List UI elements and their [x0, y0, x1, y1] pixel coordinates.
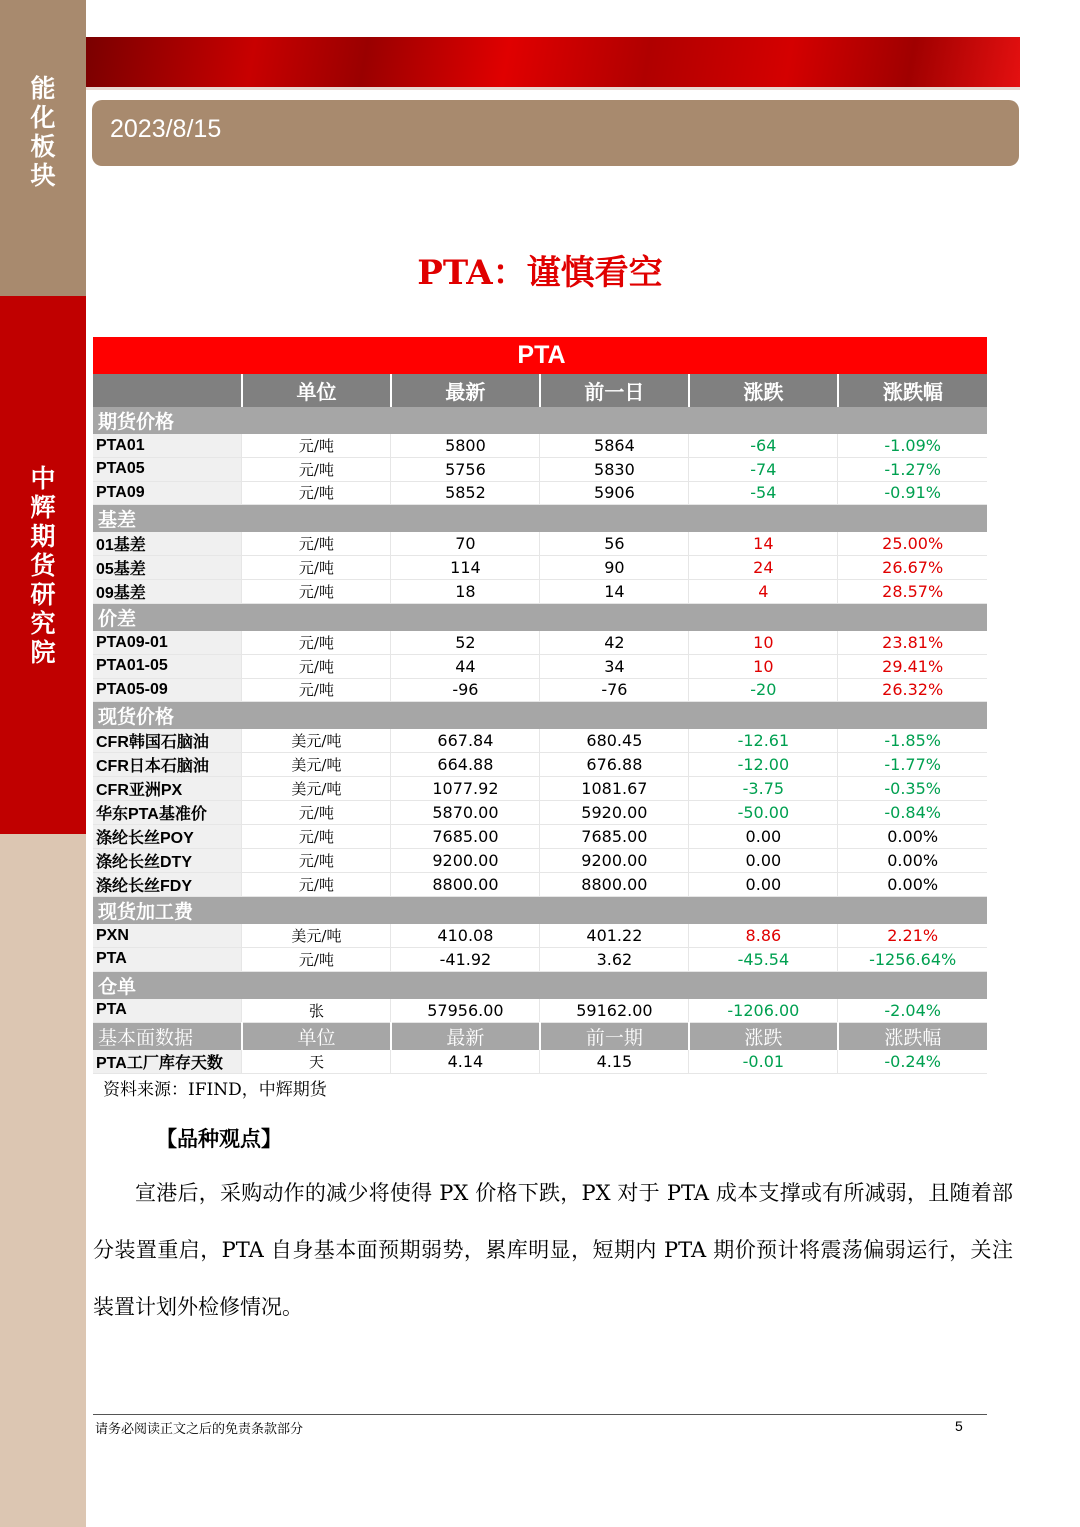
- table-cell: 10: [689, 655, 838, 679]
- pta-data-table: [93, 337, 987, 1074]
- fundamentals-header-row: [93, 1022, 987, 1050]
- table-cell: -1.27%: [838, 458, 987, 482]
- table-cell: 元/吨: [242, 580, 391, 604]
- table-row: [93, 873, 987, 897]
- sidebar-bottom-panel: [0, 834, 86, 1527]
- table-cell: 元/吨: [242, 556, 391, 580]
- table-cell: 涤纶长丝POY: [93, 825, 242, 849]
- column-header: 最新: [391, 374, 540, 407]
- column-header: 单位: [242, 1022, 391, 1050]
- table-cell: -20: [689, 678, 838, 702]
- table-cell: -64: [689, 434, 838, 458]
- table-cell: 5920.00: [540, 801, 689, 825]
- table-cell: 29.41%: [838, 655, 987, 679]
- table-cell: 0.00%: [838, 873, 987, 897]
- table-row: [93, 434, 987, 458]
- table-cell: 1077.92: [391, 777, 540, 801]
- table-cell: CFR韩国石脑油: [93, 729, 242, 753]
- table-cell: 天: [242, 1050, 391, 1074]
- table-cell: 24: [689, 556, 838, 580]
- table-cell: 14: [689, 532, 838, 556]
- table-cell: 667.84: [391, 729, 540, 753]
- table-cell: 90: [540, 556, 689, 580]
- table-cell: 美元/吨: [242, 924, 391, 948]
- table-row: [93, 825, 987, 849]
- table-row: [93, 458, 987, 482]
- section-label: 基差: [93, 505, 987, 533]
- table-cell: 元/吨: [242, 631, 391, 655]
- section-row: [93, 407, 987, 434]
- table-row: [93, 631, 987, 655]
- table-row: [93, 849, 987, 873]
- table-cell: 59162.00: [540, 999, 689, 1023]
- section-row: [93, 604, 987, 632]
- table-cell: PTA01-05: [93, 655, 242, 679]
- table-cell: -45.54: [689, 948, 838, 972]
- table-cell: 元/吨: [242, 801, 391, 825]
- table-cell: 3.62: [540, 948, 689, 972]
- table-cell: 8.86: [689, 924, 838, 948]
- table-cell: 5906: [540, 481, 689, 505]
- table-cell: 23.81%: [838, 631, 987, 655]
- source-note: 资料来源：IFIND，中辉期货: [103, 1080, 327, 1100]
- table-cell: CFR亚洲PX: [93, 777, 242, 801]
- table-cell: 元/吨: [242, 849, 391, 873]
- table-row: [93, 999, 987, 1023]
- table-cell: 10: [689, 631, 838, 655]
- table-cell: 元/吨: [242, 458, 391, 482]
- table-cell: 7685.00: [540, 825, 689, 849]
- view-paragraph: 宣港后，采购动作的减少将使得 PX 价格下跌，PX 对于 PTA 成本支撑或有所减弱，且随着部分装置重启，PTA 自身基本面预期弱势，累库明显，短期内 PTA 期价预计将震荡偏弱运行，关注装置计划外检修情况。: [93, 1181, 1013, 1319]
- table-cell: -1.85%: [838, 729, 987, 753]
- section-row: [93, 971, 987, 999]
- table-cell: PTA09-01: [93, 631, 242, 655]
- table-cell: 4.15: [540, 1050, 689, 1074]
- table-cell: 5864: [540, 434, 689, 458]
- table-cell: PTA05-09: [93, 678, 242, 702]
- table-cell: -12.00: [689, 753, 838, 777]
- table-cell: -0.24%: [838, 1050, 987, 1074]
- table-cell: 680.45: [540, 729, 689, 753]
- column-header: 涨跌: [689, 374, 838, 407]
- page-number: 5: [955, 1418, 963, 1434]
- page-title: PTA：谨慎看空: [417, 253, 663, 293]
- table-cell: -1206.00: [689, 999, 838, 1023]
- column-header: 涨跌: [689, 1022, 838, 1050]
- table-row: [93, 948, 987, 972]
- section-label: 价差: [93, 604, 987, 632]
- table-cell: 4: [689, 580, 838, 604]
- table-row: [93, 481, 987, 505]
- table-cell: -0.01: [689, 1050, 838, 1074]
- date-bar: [92, 100, 1019, 166]
- table-cell: -0.35%: [838, 777, 987, 801]
- table-body: [93, 337, 987, 1073]
- table-cell: PTA: [93, 948, 242, 972]
- table-cell: 华东PTA基准价: [93, 801, 242, 825]
- column-header: 涨跌幅: [838, 374, 987, 407]
- table-caption: PTA: [93, 337, 987, 374]
- footer-divider: [93, 1414, 987, 1415]
- table-row: [93, 678, 987, 702]
- table-cell: -1.77%: [838, 753, 987, 777]
- column-header: 涨跌幅: [838, 1022, 987, 1050]
- table-cell: 张: [242, 999, 391, 1023]
- table-cell: 美元/吨: [242, 777, 391, 801]
- table-cell: 401.22: [540, 924, 689, 948]
- table-cell: 2.21%: [838, 924, 987, 948]
- report-date: 2023/8/15: [110, 115, 222, 143]
- table-cell: 52: [391, 631, 540, 655]
- table-cell: 56: [540, 532, 689, 556]
- table-cell: 1081.67: [540, 777, 689, 801]
- table-cell: PTA05: [93, 458, 242, 482]
- table-cell: -12.61: [689, 729, 838, 753]
- table-cell: 676.88: [540, 753, 689, 777]
- table-cell: 美元/吨: [242, 729, 391, 753]
- table-cell: 4.14: [391, 1050, 540, 1074]
- table-cell: 涤纶长丝FDY: [93, 873, 242, 897]
- table-cell: 9200.00: [540, 849, 689, 873]
- header-banner: [86, 37, 1020, 87]
- table-cell: 5756: [391, 458, 540, 482]
- table-row: [93, 801, 987, 825]
- table-row: [93, 1050, 987, 1074]
- table-cell: 0.00: [689, 873, 838, 897]
- table-cell: 元/吨: [242, 873, 391, 897]
- table-header-row: [93, 374, 987, 407]
- table-cell: 26.67%: [838, 556, 987, 580]
- table-cell: 8800.00: [391, 873, 540, 897]
- table-cell: 5830: [540, 458, 689, 482]
- table-row: [93, 580, 987, 604]
- section-label: 期货价格: [93, 407, 987, 434]
- section-row: [93, 702, 987, 730]
- table-cell: 7685.00: [391, 825, 540, 849]
- table-cell: 09基差: [93, 580, 242, 604]
- table-cell: -76: [540, 678, 689, 702]
- table-caption-row: [93, 337, 987, 374]
- table-cell: -2.04%: [838, 999, 987, 1023]
- table-cell: 5800: [391, 434, 540, 458]
- column-header: 基本面数据: [93, 1022, 242, 1050]
- column-header: [93, 374, 242, 407]
- table-cell: 42: [540, 631, 689, 655]
- table-cell: 元/吨: [242, 481, 391, 505]
- table-cell: 0.00%: [838, 825, 987, 849]
- table-row: [93, 777, 987, 801]
- table-cell: 0.00: [689, 825, 838, 849]
- table-cell: 元/吨: [242, 948, 391, 972]
- table-cell: PXN: [93, 924, 242, 948]
- column-header: 前一日: [540, 374, 689, 407]
- column-header: 单位: [242, 374, 391, 407]
- table-cell: 664.88: [391, 753, 540, 777]
- table-cell: 5870.00: [391, 801, 540, 825]
- table-cell: PTA01: [93, 434, 242, 458]
- table-cell: 8800.00: [540, 873, 689, 897]
- table-cell: -50.00: [689, 801, 838, 825]
- table-row: [93, 556, 987, 580]
- table-cell: -74: [689, 458, 838, 482]
- table-row: [93, 753, 987, 777]
- table-row: [93, 532, 987, 556]
- table-cell: -3.75: [689, 777, 838, 801]
- table-cell: 元/吨: [242, 655, 391, 679]
- table-cell: -41.92: [391, 948, 540, 972]
- table-cell: 25.00%: [838, 532, 987, 556]
- table-row: [93, 729, 987, 753]
- table-cell: 44: [391, 655, 540, 679]
- table-cell: 410.08: [391, 924, 540, 948]
- table-cell: PTA工厂库存天数: [93, 1050, 242, 1074]
- table-cell: 14: [540, 580, 689, 604]
- column-header: 前一期: [540, 1022, 689, 1050]
- table-cell: -0.84%: [838, 801, 987, 825]
- section-label: 现货加工费: [93, 897, 987, 925]
- view-title: 【品种观点】: [156, 1126, 282, 1151]
- table-cell: -54: [689, 481, 838, 505]
- table-cell: 0.00%: [838, 849, 987, 873]
- column-header: 最新: [391, 1022, 540, 1050]
- table-cell: PTA09: [93, 481, 242, 505]
- sidebar-institute-label: 中 辉 期 货 研 究 院: [30, 464, 56, 667]
- table-cell: -96: [391, 678, 540, 702]
- table-row: [93, 924, 987, 948]
- section-label: 现货价格: [93, 702, 987, 730]
- table-cell: 05基差: [93, 556, 242, 580]
- section-row: [93, 897, 987, 925]
- table-cell: 26.32%: [838, 678, 987, 702]
- table-cell: 元/吨: [242, 434, 391, 458]
- section-label: 仓单: [93, 971, 987, 999]
- table-cell: 57956.00: [391, 999, 540, 1023]
- table-cell: -1.09%: [838, 434, 987, 458]
- table-cell: 01基差: [93, 532, 242, 556]
- table-cell: -1256.64%: [838, 948, 987, 972]
- table-cell: 元/吨: [242, 678, 391, 702]
- table-cell: 34: [540, 655, 689, 679]
- table-cell: 70: [391, 532, 540, 556]
- disclaimer-note: 请务必阅读正文之后的免责条款部分: [95, 1422, 304, 1437]
- table-cell: 5852: [391, 481, 540, 505]
- table-cell: 18: [391, 580, 540, 604]
- header-divider: [86, 87, 1020, 90]
- sidebar-sector-label: 能 化 板 块: [30, 74, 56, 190]
- table-cell: 美元/吨: [242, 753, 391, 777]
- table-cell: 涤纶长丝DTY: [93, 849, 242, 873]
- table-cell: 9200.00: [391, 849, 540, 873]
- table-row: [93, 655, 987, 679]
- table-cell: 元/吨: [242, 532, 391, 556]
- table-cell: 0.00: [689, 849, 838, 873]
- table-cell: 114: [391, 556, 540, 580]
- table-cell: -0.91%: [838, 481, 987, 505]
- table-cell: 28.57%: [838, 580, 987, 604]
- table-cell: 元/吨: [242, 825, 391, 849]
- section-row: [93, 505, 987, 533]
- table-cell: CFR日本石脑油: [93, 753, 242, 777]
- table-cell: PTA: [93, 999, 242, 1023]
